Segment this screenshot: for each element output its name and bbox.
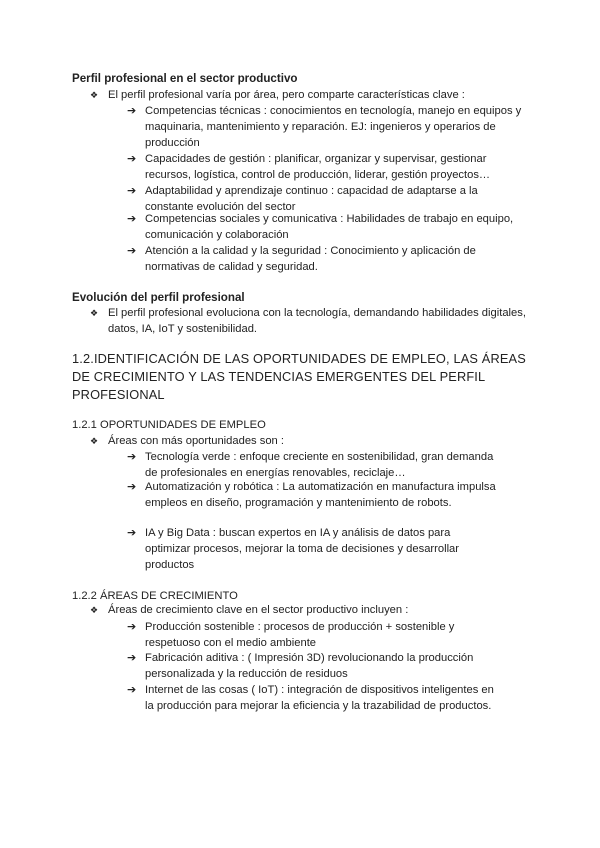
list-item bbox=[127, 525, 495, 573]
arrow-bullet-icon: ➔ bbox=[127, 451, 137, 463]
list-item-text: El perfil profesional varía por área, pero comparte características clave : bbox=[108, 89, 465, 101]
list-item-text: Fabricación aditiva : ( Impresión 3D) revolucionando la producción personalizada y la reducción de residuos bbox=[145, 652, 474, 680]
list-item bbox=[127, 449, 495, 481]
diamond-bullet-icon: ❖ bbox=[90, 90, 99, 100]
list-item-text: El perfil profesional evoluciona con la tecnología, demandando habilidades digitales, datos, IA, IoT y sostenibilidad. bbox=[108, 307, 526, 335]
list-item bbox=[127, 650, 520, 682]
section-title-evolucion: Evolución del perfil profesional bbox=[72, 291, 245, 304]
arrow-bullet-icon: ➔ bbox=[127, 652, 137, 664]
arrow-bullet-icon: ➔ bbox=[127, 481, 137, 493]
arrow-bullet-icon: ➔ bbox=[127, 245, 137, 257]
list-item bbox=[127, 479, 510, 511]
list-item bbox=[127, 151, 525, 183]
list-item bbox=[90, 305, 528, 337]
list-item-text: Áreas de crecimiento clave en el sector productivo incluyen : bbox=[108, 604, 409, 616]
arrow-bullet-icon: ➔ bbox=[127, 684, 137, 696]
arrow-bullet-icon: ➔ bbox=[127, 213, 137, 225]
list-item-text: IA y Big Data : buscan expertos en IA y análisis de datos para optimizar procesos, mejorar la toma de decisiones y desarrollar productos bbox=[145, 527, 460, 571]
section-title-identificacion: 1.2.IDENTIFICACIÓN DE LAS OPORTUNIDADES DE EMPLEO, LAS ÁREAS DE CRECIMIENTO Y LAS TENDENCIAS EMERGENTES DEL PERFIL PROFESIONAL bbox=[72, 351, 526, 402]
list-item-text: Atención a la calidad y la seguridad : Conocimiento y aplicación de normativas de calidad y seguridad. bbox=[145, 245, 476, 273]
arrow-bullet-icon: ➔ bbox=[127, 185, 137, 197]
list-item bbox=[127, 103, 525, 151]
arrow-bullet-icon: ➔ bbox=[127, 153, 137, 165]
list-item-text: Competencias sociales y comunicativa : Habilidades de trabajo en equipo, comunicación y colaboración bbox=[145, 213, 514, 241]
list-item bbox=[90, 87, 465, 103]
section-title-crecimiento: 1.2.2 ÁREAS DE CRECIMIENTO bbox=[72, 590, 238, 602]
list-item-text: Áreas con más oportunidades son : bbox=[108, 435, 284, 447]
diamond-bullet-icon: ❖ bbox=[90, 308, 99, 318]
list-item bbox=[90, 602, 409, 618]
list-item-text: Producción sostenible : procesos de producción + sostenible y respetuoso con el medio ambiente bbox=[145, 621, 455, 649]
list-item-text: Tecnología verde : enfoque creciente en sostenibilidad, gran demanda de profesionales en energías renovables, reciclaje… bbox=[145, 451, 494, 479]
arrow-bullet-icon: ➔ bbox=[127, 527, 137, 539]
list-item-text: Competencias técnicas : conocimientos en tecnología, manejo en equipos y maquinaria, mantenimiento y reparación. EJ: ingenieros y operarios de producción bbox=[145, 105, 522, 149]
list-item-text: Capacidades de gestión : planificar, organizar y supervisar, gestionar recursos, logística, control de producción, liderar, gestión proyectos… bbox=[145, 153, 491, 181]
list-item bbox=[90, 433, 284, 449]
section-title-oportunidades: 1.2.1 OPORTUNIDADES DE EMPLEO bbox=[72, 419, 266, 431]
list-item bbox=[127, 243, 525, 275]
diamond-bullet-icon: ❖ bbox=[90, 605, 99, 615]
arrow-bullet-icon: ➔ bbox=[127, 105, 137, 117]
list-item-text: Automatización y robótica : La automatización en manufactura impulsa empleos en diseño, programación y mantenimiento de robots. bbox=[145, 481, 496, 509]
list-item bbox=[127, 619, 495, 651]
list-item-text: Internet de las cosas ( IoT) : integración de dispositivos inteligentes en la producción para mejorar la eficiencia y la trazabilidad de productos. bbox=[145, 684, 494, 712]
section-title-perfil: Perfil profesional en el sector productivo bbox=[72, 72, 298, 85]
arrow-bullet-icon: ➔ bbox=[127, 621, 137, 633]
diamond-bullet-icon: ❖ bbox=[90, 436, 99, 446]
list-item bbox=[127, 682, 500, 714]
list-item-text: Adaptabilidad y aprendizaje continuo : capacidad de adaptarse a la constante evolución del sector bbox=[145, 185, 478, 213]
list-item bbox=[127, 211, 525, 243]
